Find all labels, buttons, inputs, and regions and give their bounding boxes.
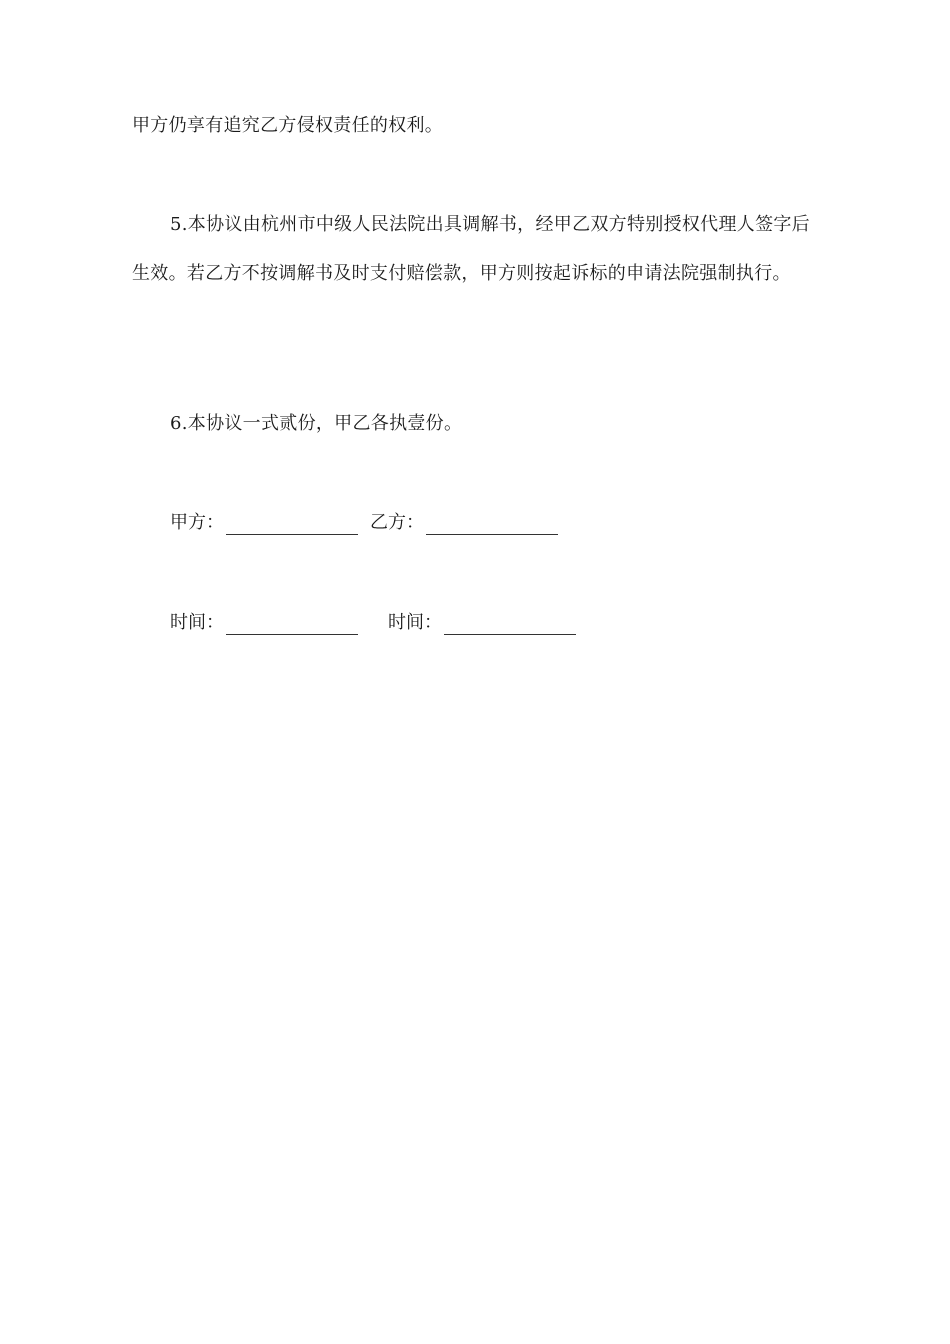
date-b-line bbox=[444, 618, 576, 635]
date-a-label: 时间： bbox=[170, 612, 224, 633]
date-a-line bbox=[226, 618, 358, 635]
party-b-signature-line bbox=[426, 518, 558, 535]
date-b-label: 时间： bbox=[388, 612, 442, 633]
clause-6: 6.本协议一式贰份，甲乙各执壹份。 bbox=[170, 413, 463, 434]
party-a-signature-line bbox=[226, 518, 358, 535]
date-a-signature bbox=[170, 611, 358, 635]
signature-row-parties bbox=[170, 511, 558, 535]
party-a-signature bbox=[170, 511, 358, 535]
party-b-label: 乙方： bbox=[370, 512, 424, 533]
date-b-signature bbox=[388, 611, 576, 635]
party-b-signature bbox=[370, 511, 558, 535]
party-a-label: 甲方： bbox=[170, 512, 224, 533]
signature-row-dates bbox=[170, 611, 576, 635]
clause-5: 5.本协议由杭州市中级人民法院出具调解书，经甲乙双方特别授权代理人签字后生效。若乙方不按调解书及时支付赔偿款，甲方则按起诉标的申请法院强制执行。 bbox=[132, 214, 810, 284]
paragraph-continuation: 甲方仍享有追究乙方侵权责任的权利。 bbox=[132, 115, 444, 136]
